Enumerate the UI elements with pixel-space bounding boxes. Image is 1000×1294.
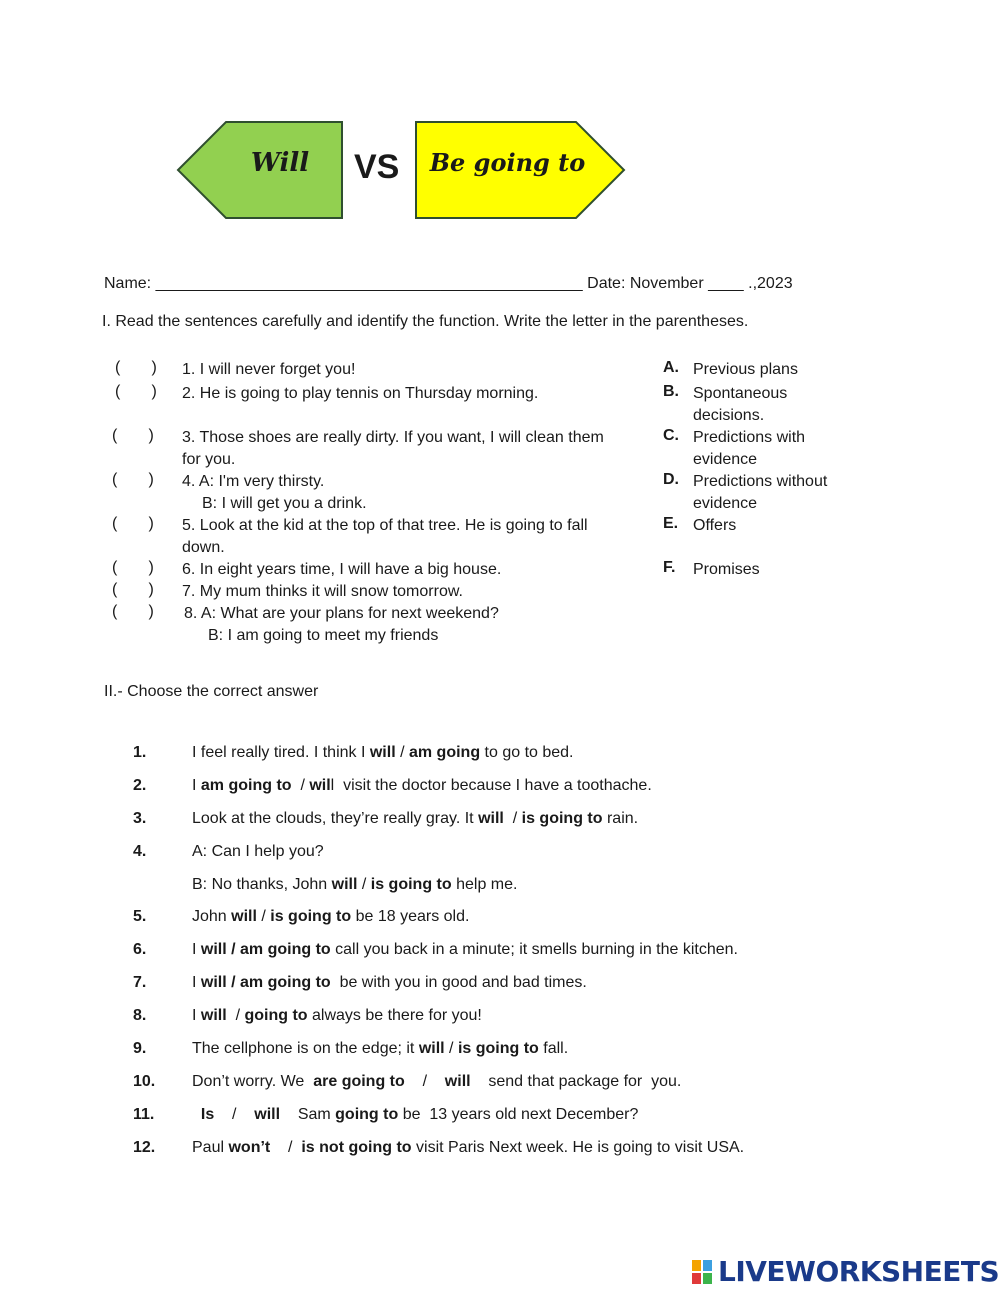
- sentence-text: /: [404, 1073, 445, 1090]
- question-sentence: [192, 941, 738, 959]
- part1-sentence-line: 6. In eight years time, I will have a big house.: [182, 561, 502, 578]
- question-sentence: [192, 810, 638, 828]
- sentence-text: B: No thanks, John: [192, 876, 332, 893]
- option-text: Spontaneous decisions.: [693, 385, 788, 424]
- answer-parentheses[interactable]: ( ): [115, 359, 157, 376]
- sentence-text: rain.: [602, 810, 639, 827]
- question-sentence: [192, 1139, 744, 1157]
- question-sentence: [192, 1040, 568, 1058]
- option-text: Predictions with evidence: [693, 429, 806, 468]
- part1-sentence: [182, 427, 622, 471]
- sentence-text: /: [503, 810, 522, 827]
- option-letter: C.: [663, 427, 679, 444]
- sentence-text: I feel really tired. I think I: [192, 744, 370, 761]
- sentence-text: /: [256, 908, 271, 925]
- option-letter: A.: [663, 359, 679, 376]
- answer-parentheses[interactable]: ( ): [112, 471, 154, 488]
- question-number: 8.: [133, 1007, 147, 1024]
- answer-choice[interactable]: will: [418, 1040, 445, 1057]
- sentence-text: send that package for you.: [470, 1073, 682, 1090]
- question-sentence: [192, 1106, 638, 1124]
- question-sentence: [192, 843, 324, 861]
- sentence-text: Don’t worry. We: [192, 1073, 314, 1090]
- part1-sentence-line: 5. Look at the kid at the top of that tree. He is going to fall down.: [182, 517, 588, 556]
- sentence-text: help me.: [451, 876, 518, 893]
- option-text: Previous plans: [693, 361, 798, 378]
- answer-choice[interactable]: am going: [408, 744, 481, 761]
- answer-choice[interactable]: am going to: [200, 777, 292, 794]
- answer-choice[interactable]: will / am going to: [200, 941, 331, 958]
- answer-parentheses[interactable]: ( ): [112, 581, 154, 598]
- part1-sentence-line: 4. A: I'm very thirsty.: [182, 473, 325, 490]
- question-number: 10.: [133, 1073, 156, 1090]
- sentence-text: /: [395, 744, 409, 761]
- option-text: Offers: [693, 517, 737, 534]
- sentence-text: /: [270, 1139, 302, 1156]
- question-number: 4.: [133, 843, 147, 860]
- part1-sentence-line: 7. My mum thinks it will snow tomorrow.: [182, 583, 463, 600]
- sentence-text: /: [357, 876, 371, 893]
- sentence-text: I: [192, 1007, 201, 1024]
- question-number: 12.: [133, 1139, 156, 1156]
- part1-sentence-line: 2. He is going to play tennis on Thursday morning.: [182, 385, 539, 402]
- sentence-text: /: [226, 1007, 245, 1024]
- part1-sentence: [182, 515, 622, 559]
- question-sentence: [192, 1007, 482, 1025]
- part2-instruction: II.- Choose the correct answer: [104, 683, 319, 700]
- question-sentence: [192, 744, 574, 762]
- answer-choice[interactable]: will: [444, 1073, 471, 1090]
- liveworksheets-logo: [692, 1255, 999, 1288]
- sentence-text: be 13 years old next December?: [398, 1106, 639, 1123]
- answer-choice[interactable]: will: [331, 876, 358, 893]
- sentence-text: /: [291, 777, 310, 794]
- part1-sentence: [182, 471, 622, 515]
- sentence-text: I: [192, 941, 201, 958]
- part1-sentence: [182, 559, 622, 581]
- be-going-to-label: Be going to: [429, 148, 586, 177]
- answer-parentheses[interactable]: ( ): [112, 427, 154, 444]
- sentence-text: always be there for you!: [307, 1007, 482, 1024]
- answer-choice[interactable]: are going to: [313, 1073, 405, 1090]
- sentence-text: [192, 1106, 201, 1123]
- answer-choice[interactable]: will: [254, 1106, 281, 1123]
- part1-sentence: [182, 581, 622, 603]
- answer-parentheses[interactable]: ( ): [112, 603, 154, 620]
- question-number: 5.: [133, 908, 147, 925]
- answer-parentheses[interactable]: ( ): [112, 515, 154, 532]
- sentence-text: fall.: [538, 1040, 569, 1057]
- sentence-text: I: [192, 974, 201, 991]
- answer-choice[interactable]: is not going to: [301, 1139, 412, 1156]
- logo-blocks-icon: [692, 1260, 712, 1284]
- question-number: 9.: [133, 1040, 147, 1057]
- sentence-text: Sam: [280, 1106, 336, 1123]
- part1-sentence: [184, 603, 624, 647]
- answer-choice[interactable]: going to: [244, 1007, 308, 1024]
- date-field-label: Date: November ____ .,2023: [587, 275, 793, 292]
- logo-text: LIVEWORKSHEETS: [718, 1255, 1000, 1288]
- question-number: 7.: [133, 974, 147, 991]
- answer-choice[interactable]: will: [478, 810, 504, 827]
- name-line: [104, 275, 793, 293]
- option-text: Predictions without evidence: [693, 473, 828, 512]
- option-text: Promises: [693, 561, 760, 578]
- answer-choice[interactable]: will: [369, 744, 396, 761]
- answer-parentheses[interactable]: ( ): [112, 559, 154, 576]
- question-number: 1.: [133, 744, 147, 761]
- sentence-text: call you back in a minute; it smells burning in the kitchen.: [330, 941, 738, 958]
- sentence-text: /: [444, 1040, 458, 1057]
- part1-sentence: [182, 359, 622, 381]
- option-letter: F.: [663, 559, 676, 576]
- answer-choice[interactable]: will: [231, 908, 257, 925]
- sentence-text: l visit the doctor because I have a toothache.: [330, 777, 652, 794]
- sentence-text: Paul: [192, 1139, 229, 1156]
- question-sentence: [192, 974, 587, 992]
- name-field-label: Name: ________________________________________________: [104, 275, 583, 292]
- answer-choice[interactable]: will: [200, 1007, 227, 1024]
- sentence-text: A: Can I help you?: [192, 843, 324, 860]
- question-number: 2.: [133, 777, 147, 794]
- answer-choice[interactable]: wil: [309, 777, 331, 794]
- answer-choice[interactable]: Is: [200, 1106, 215, 1123]
- option-letter: E.: [663, 515, 679, 532]
- option-letter: D.: [663, 471, 679, 488]
- sentence-text: to go to bed.: [480, 744, 574, 761]
- answer-choice[interactable]: will / am going to: [200, 974, 331, 991]
- part1-sentence: [182, 383, 622, 405]
- sentence-text: be 18 years old.: [351, 908, 470, 925]
- sentence-text: The cellphone is on the edge; it: [192, 1040, 419, 1057]
- option-letter: B.: [663, 383, 679, 400]
- answer-choice[interactable]: is going to: [521, 810, 603, 827]
- answer-choice[interactable]: is going to: [457, 1040, 539, 1057]
- sentence-text: be with you in good and bad times.: [330, 974, 587, 991]
- part1-sentence-line-2: B: I will get you a drink.: [202, 495, 367, 512]
- question-sentence: [192, 1073, 681, 1091]
- answer-choice[interactable]: won’t: [228, 1139, 271, 1156]
- sentence-text: /: [214, 1106, 255, 1123]
- question-number: 11.: [133, 1106, 155, 1123]
- sentence-text: visit Paris Next week. He is going to visit USA.: [411, 1139, 745, 1156]
- part1-sentence-line: 1. I will never forget you!: [182, 361, 356, 378]
- question-number: 6.: [133, 941, 147, 958]
- will-label: Will: [250, 148, 310, 178]
- answer-choice[interactable]: going to: [335, 1106, 399, 1123]
- part1-sentence-line: 8. A: What are your plans for next weekend?: [184, 605, 499, 622]
- sentence-text: I: [192, 777, 201, 794]
- part1-sentence-line-2: B: I am going to meet my friends: [208, 627, 439, 644]
- answer-parentheses[interactable]: ( ): [115, 383, 157, 400]
- sentence-text: John: [192, 908, 232, 925]
- part1-instruction: I. Read the sentences carefully and identify the function. Write the letter in the parentheses.: [102, 313, 749, 330]
- question-number: 3.: [133, 810, 147, 827]
- question-sentence-line-2: [192, 876, 517, 894]
- question-sentence: [192, 908, 469, 926]
- answer-choice[interactable]: is going to: [370, 876, 452, 893]
- part1-sentence-line: 3. Those shoes are really dirty. If you want, I will clean them for you.: [182, 429, 604, 468]
- question-sentence: [192, 777, 652, 795]
- answer-choice[interactable]: is going to: [270, 908, 352, 925]
- vs-label: VS: [354, 148, 400, 186]
- sentence-text: Look at the clouds, they’re really gray. It: [192, 810, 479, 827]
